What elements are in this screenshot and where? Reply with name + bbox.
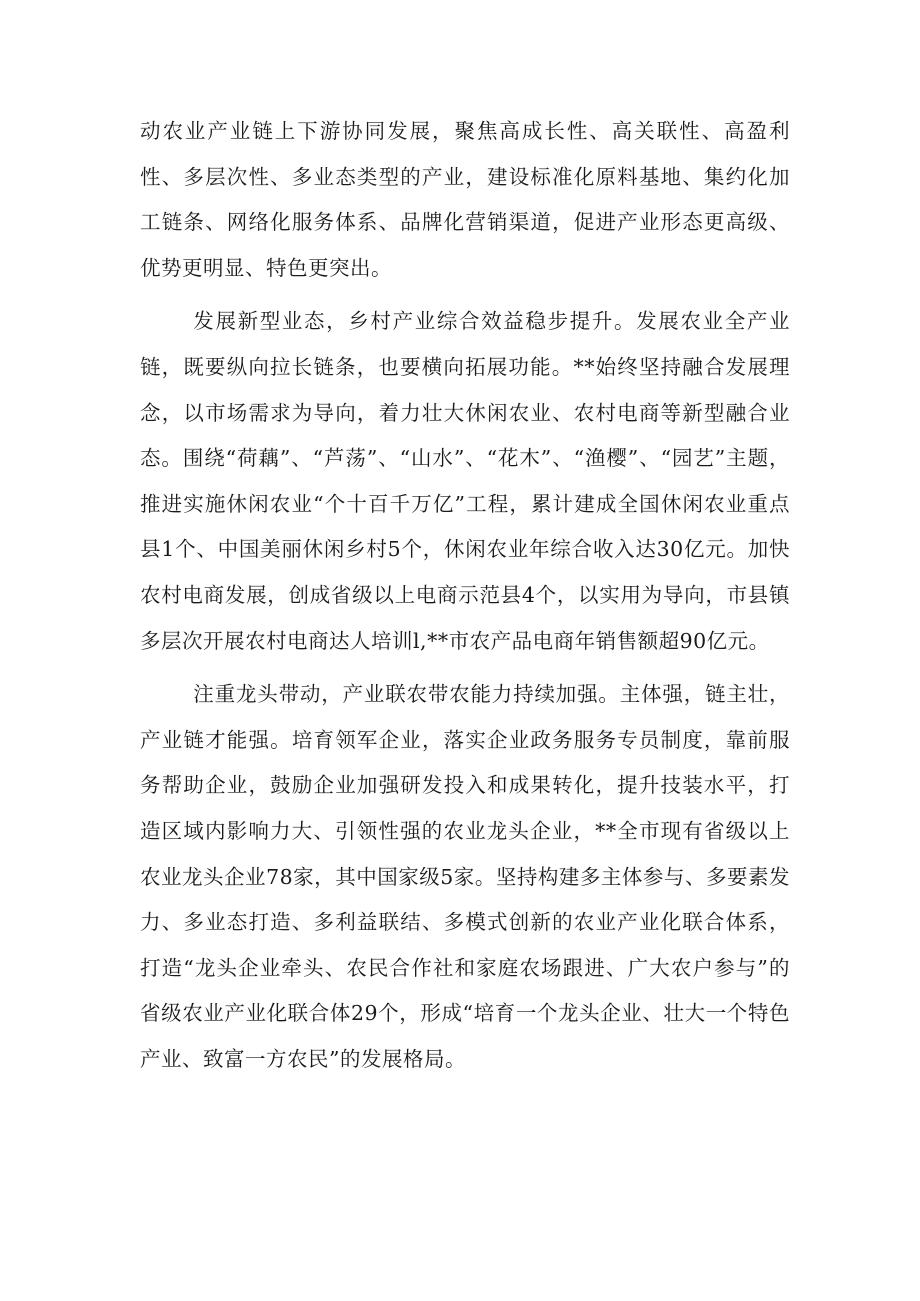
paragraph-leading-enterprises: 注重龙头带动，产业联农带农能力持续加强。主体强，链主壮，产业链才能强。培育领军企业，落实企业政务服务专员制度，靠前服务帮助企业，鼓励企业加强研发投入和成果转化，提升技装水平，打造区域内影响力大、引领性强的农业龙头企业，**全市现有省级以上农业龙头企业78家，其中国家级5家。坚持构建多主体参与、多要素发力、多业态打造、多利益联结、多模式创新的农业产业化联合体系，打造“龙头企业牵头、农民合作社和家庭农场跟进、广大农户参与”的省级农业产业化联合体29个，形成“培育一个龙头企业、壮大一个特色产业、致富一方农民”的发展格局。 (140, 682, 790, 1071)
paragraph-new-business-forms: 发展新型业态，乡村产业综合效益稳步提升。发展农业全产业链，既要纵向拉长链条，也要横向拓展功能。**始终坚持融合发展理念，以市场需求为导向，着力壮大休闲农业、农村电商等新型融合业态。围绕“荷藕”、“芦荡”、“山水”、“花木”、“渔樱”、“园艺”主题，推进实施休闲农业“个十百千万亿”工程，累计建成全国休闲农业重点县1个、中国美丽休闲乡村5个，休闲农业年综合收入达30亿元。加快农村电商发展，创成省级以上电商示范县4个，以实用为导向，市县镇多层次开展农村电商达人培训l,**市农产品电商年销售额超90亿元。 (140, 309, 790, 653)
paragraph-continuation: 动农业产业链上下游协同发展，聚焦高成长性、高关联性、高盈利性、多层次性、多业态类型的产业，建设标准化原料基地、集约化加工链条、网络化服务体系、品牌化营销渠道，促进产业形态更高级、优势更明显、特色更突出。 (140, 119, 790, 280)
document-body (140, 109, 790, 1082)
